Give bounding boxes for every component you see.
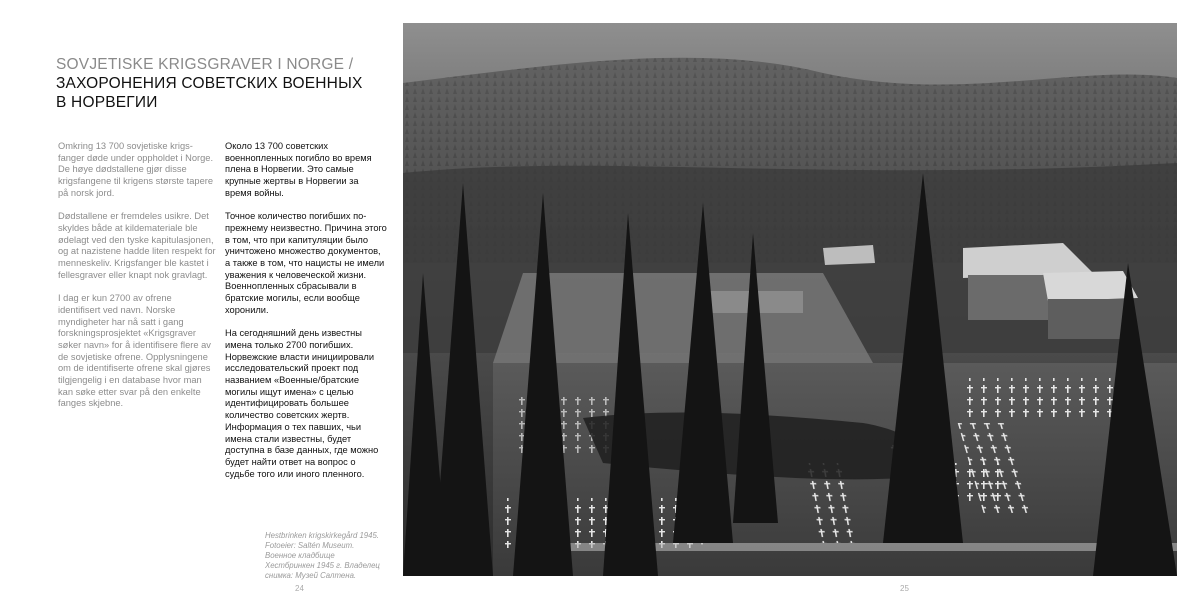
norwegian-text-column	[58, 141, 216, 422]
cemetery-photograph	[403, 23, 1177, 576]
photo-caption: Hestbrinken krigskirkegård 1945. Fotoeier: Saltén Museum. Военное кладбище Хестбринкен 1945 г. Владелец снимка: Музей Салтена.	[265, 531, 380, 580]
norwegian-paragraph-3: I dag er kun 2700 av ofrene identifisert ved navn. Norske myndigheter har nå satt i gang forskningsprosjektet «Krigsgraver søker navn» for å identifisere flere av de sovjetiske ofrene. Opplysningene om de identifiserte ofrene skal gjøres tilgjengelig i en database hvor man kan søke etter svar på den enkelte fanges skjebne.	[58, 293, 211, 409]
title-russian-line2: В НОРВЕГИИ	[56, 94, 158, 111]
page-title	[56, 55, 376, 112]
russian-text-column	[225, 141, 387, 492]
title-russian-line1: ЗАХОРОНЕНИЯ СОВЕТСКИХ ВОЕННЫХ	[56, 75, 363, 92]
title-norwegian: SOVJETISKE KRIGSGRAVER I NORGE /	[56, 56, 354, 73]
page-number-right: 25	[900, 584, 909, 593]
russian-paragraph-1: Около 13 700 советских военнопленных погибло во время плена в Норвегии. Это самые крупные жертвы в Норвегии за время войны.	[225, 141, 372, 198]
norwegian-paragraph-1: Omkring 13 700 sovjetiske krigsfanger døde under oppholdet i Norge. De høye dødstallene gjør disse krigsfangene til krigens største tapere på norsk jord.	[58, 141, 214, 198]
norwegian-paragraph-2: Dødstallene er fremdeles usikre. Det skyldes både at kildemateriale ble ødelagt ved den tyske kapitulasjonen, og at nazistene hadde liten respekt for menneskeliv. Krigsfanger ble kastet i fellesgraver eller knapt nok gravlagt.	[58, 211, 216, 280]
russian-paragraph-2: Точное количество погибших по-прежнему неизвестно. Причина этого в том, что при капитуляции было уничтожено множество документов, а также в том, что нацисты не имели уважения к человеческой жизни. Военнопленных сбрасывали в братские могилы, если вообще хоронили.	[225, 211, 387, 315]
page-number-left: 24	[295, 584, 304, 593]
russian-paragraph-3: На сегодняшний день известны имена только 2700 погибших. Норвежские власти инициировали исследовательский проект под названием «Военные/братские могилы ищут имена» с целью идентифицировать большее количество советских жертв. Информация о тех павших, чьи имена стали известны, будет доступна в базе данных, где можно будет найти ответ на вопрос о судьбе того или иного пленного.	[225, 328, 379, 479]
photo-illustration	[403, 23, 1177, 576]
